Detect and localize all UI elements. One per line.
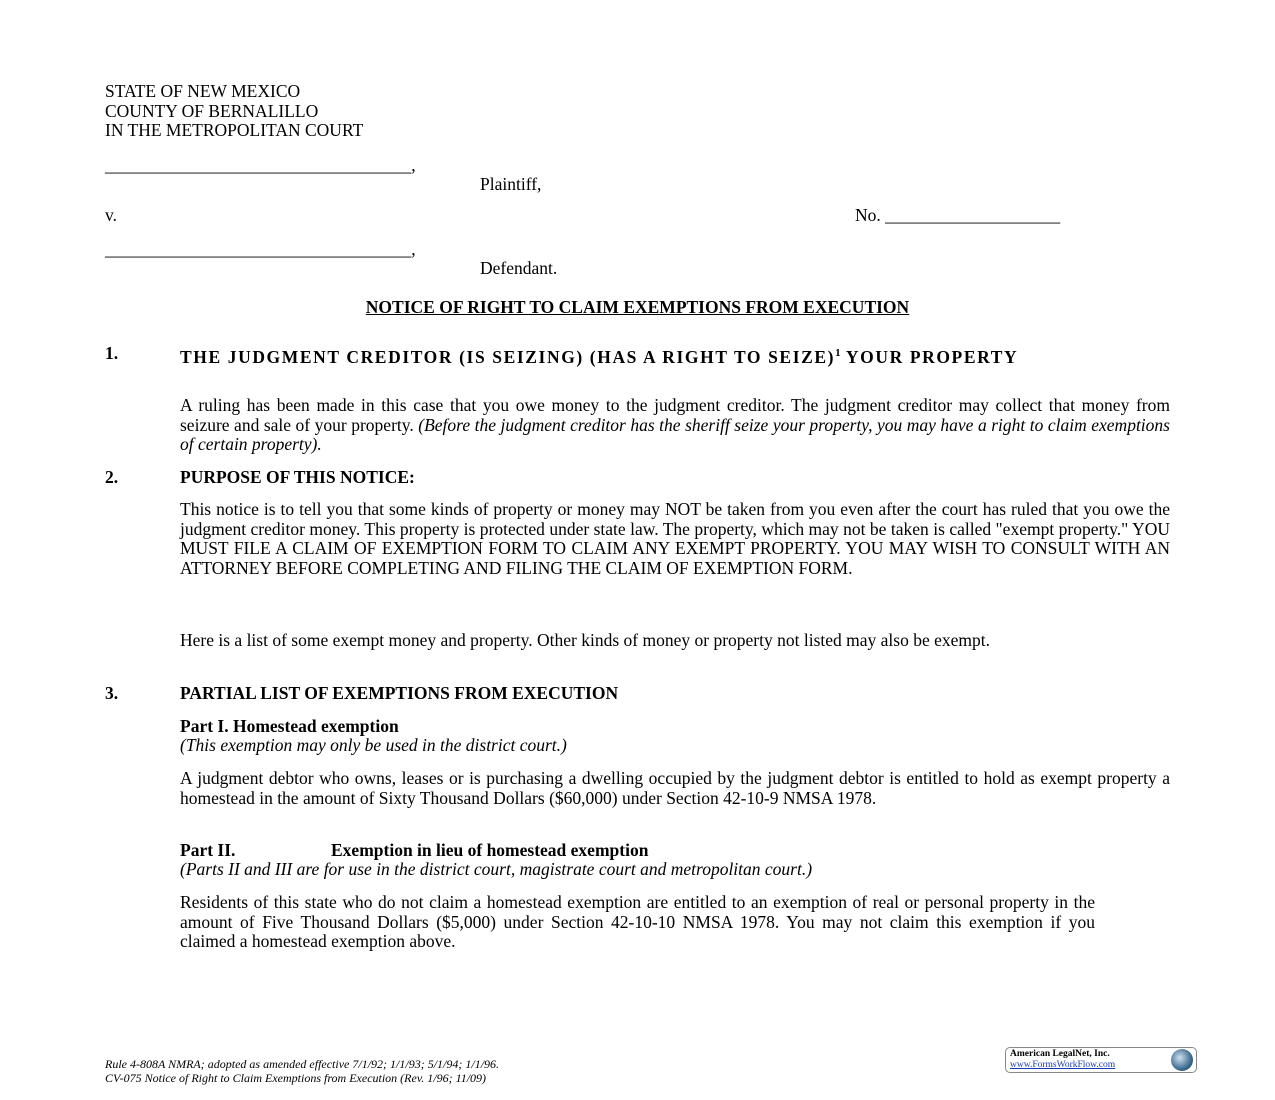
defendant-label: Defendant.: [480, 258, 558, 278]
section-2-heading: PURPOSE OF THIS NOTICE:: [180, 467, 415, 487]
part-2-paragraph: Residents of this state who do not claim a homestead exemption are entitled to an exemption of real or personal property in the amount of Five Thousand Dollars ($5,000) under Section 42-10-10 NMSA 1978. You may not claim this exemption if you claimed a homestead exemption above.: [180, 892, 1095, 952]
court: IN THE METROPOLITAN COURT: [105, 120, 364, 141]
legalnet-logo: [1005, 1047, 1197, 1073]
footnote-mark: 1: [835, 347, 841, 359]
heading-text: THE JUDGMENT CREDITOR (IS SEIZING) (HAS A RIGHT TO SEIZE): [180, 346, 836, 367]
footer-rule: Rule 4-808A NMRA; adopted as amended effective 7/1/92; 1/1/93; 5/1/94; 1/1/96.: [105, 1057, 500, 1071]
defendant-blank: ___________________________________,: [105, 239, 416, 259]
section-1-heading: [180, 344, 1170, 368]
part-2-label: Part II.: [180, 840, 236, 860]
para-text: A ruling has been made in this case that you owe money to the judgment creditor. The judgment creditor may collect that money from seizure and sale of your property.: [180, 395, 1170, 435]
logo-link[interactable]: www.FormsWorkFlow.com: [1010, 1060, 1116, 1070]
section-1-paragraph: [180, 396, 1170, 455]
part-1-heading: Part I. Homestead exemption: [180, 716, 399, 736]
county: COUNTY OF BERNALILLO: [105, 100, 319, 121]
section-2-paragraph-1: This notice is to tell you that some kinds of property or money may NOT be taken from you even after the court has ruled that you owe the judgment creditor money. This property is protected under state law. The property, which may not be taken is called "exempt property." YOU MUST FILE A CLAIM OF EXEMPTION FORM TO CLAIM ANY EXEMPT PROPERTY. YOU MAY WISH TO CONSULT WITH AN ATTORNEY BEFORE COMPLETING AND FILING THE CLAIM OF EXEMPTION FORM.: [180, 499, 1170, 579]
section-3-number: 3.: [105, 683, 119, 703]
footer: [105, 1058, 499, 1085]
document-title: NOTICE OF RIGHT TO CLAIM EXEMPTIONS FROM EXECUTION: [365, 297, 910, 317]
court-caption: [105, 82, 363, 141]
part-2-heading: Exemption in lieu of homestead exemption: [331, 840, 649, 860]
logo-company: American LegalNet, Inc.: [1010, 1049, 1110, 1059]
section-2-paragraph-2: Here is a list of some exempt money and property. Other kinds of money or property not listed may also be exempt.: [180, 630, 990, 650]
part-2-note: (Parts II and III are for use in the district court, magistrate court and metropolitan court.): [180, 859, 813, 879]
state: STATE OF NEW MEXICO: [105, 81, 301, 101]
section-3-heading: PARTIAL LIST OF EXEMPTIONS FROM EXECUTION: [180, 683, 619, 703]
footer-form-id: CV-075 Notice of Right to Claim Exemptions from Execution (Rev. 1/96; 11/09): [105, 1070, 487, 1085]
section-2-number: 2.: [105, 467, 119, 487]
plaintiff-blank: ___________________________________,: [105, 155, 416, 175]
globe-icon: [1171, 1049, 1193, 1071]
plaintiff-label: Plaintiff,: [480, 174, 542, 194]
part-1-note: (This exemption may only be used in the district court.): [180, 735, 567, 755]
part-1-paragraph: A judgment debtor who owns, leases or is purchasing a dwelling occupied by the judgment debtor is entitled to hold as exempt property a homestead in the amount of Sixty Thousand Dollars ($60,000) under Section 42-10-9 NMSA 1978.: [180, 768, 1170, 808]
para-italic: (Before the judgment creditor has the sheriff seize your property, you may have a right to claim exemptions of certain property).: [180, 414, 1170, 455]
heading-text-end: YOUR PROPERTY: [840, 346, 1019, 367]
section-1-number: 1.: [105, 343, 119, 363]
case-number: No. ____________________: [855, 205, 1061, 225]
versus: v.: [105, 205, 117, 225]
